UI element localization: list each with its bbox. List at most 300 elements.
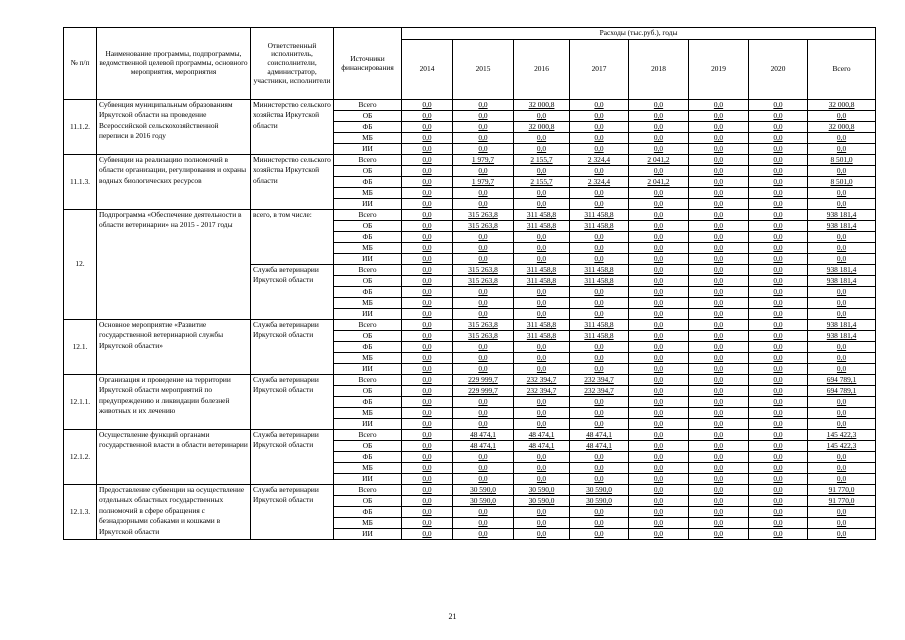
total-value: 694 789,1 (808, 386, 876, 397)
year-value: 311 458,8 (514, 210, 570, 221)
year-value: 32 000,8 (514, 100, 570, 111)
total-value: 0,0 (808, 518, 876, 529)
year-value: 0,0 (402, 155, 453, 166)
year-value: 0,0 (689, 122, 749, 133)
year-value: 0,0 (629, 452, 689, 463)
year-value: 0,0 (689, 342, 749, 353)
year-value: 0,0 (629, 166, 689, 177)
year-value: 0,0 (453, 111, 514, 122)
year-value: 0,0 (514, 463, 570, 474)
funding-source: ФБ (334, 452, 402, 463)
year-value: 0,0 (629, 408, 689, 419)
year-value: 0,0 (629, 287, 689, 298)
year-value: 0,0 (749, 474, 808, 485)
total-value: 32 000,8 (808, 122, 876, 133)
total-value: 0,0 (808, 342, 876, 353)
total-value: 0,0 (808, 144, 876, 155)
year-value: 0,0 (453, 166, 514, 177)
year-value: 0,0 (629, 111, 689, 122)
year-value: 0,0 (749, 397, 808, 408)
year-value: 0,0 (514, 166, 570, 177)
funding-source: Всего (334, 320, 402, 331)
year-value: 315 263,8 (453, 276, 514, 287)
item-name: Организация и проведение на территории Иркутской области мероприятий по предупреждению и ликвидации болезней животных и их лечению (97, 375, 251, 430)
year-value: 0,0 (402, 188, 453, 199)
year-value: 0,0 (402, 463, 453, 474)
year-value: 0,0 (689, 232, 749, 243)
year-value: 0,0 (749, 507, 808, 518)
year-value: 0,0 (629, 485, 689, 496)
year-value: 0,0 (570, 419, 629, 430)
year-value: 0,0 (570, 166, 629, 177)
year-value: 0,0 (402, 254, 453, 265)
total-value: 0,0 (808, 463, 876, 474)
year-value: 0,0 (402, 331, 453, 342)
year-value: 0,0 (570, 287, 629, 298)
year-value: 0,0 (749, 320, 808, 331)
page-number: 21 (448, 612, 457, 621)
funding-source: ИИ (334, 529, 402, 540)
year-value: 0,0 (402, 100, 453, 111)
year-value: 0,0 (629, 518, 689, 529)
year-value: 0,0 (453, 397, 514, 408)
year-value: 0,0 (629, 320, 689, 331)
year-value: 0,0 (629, 122, 689, 133)
year-value: 0,0 (402, 221, 453, 232)
year-value: 30 590,0 (453, 485, 514, 496)
year-value: 30 590,0 (453, 496, 514, 507)
year-value: 2 324,4 (570, 177, 629, 188)
budget-table (63, 27, 876, 540)
year-value: 0,0 (514, 243, 570, 254)
year-value: 48 474,1 (514, 441, 570, 452)
year-value: 0,0 (629, 232, 689, 243)
total-value: 694 789,1 (808, 375, 876, 386)
year-value: 0,0 (453, 408, 514, 419)
year-value: 0,0 (402, 375, 453, 386)
year-value: 0,0 (514, 419, 570, 430)
year-value: 0,0 (453, 298, 514, 309)
year-value: 0,0 (749, 331, 808, 342)
year-value: 0,0 (570, 111, 629, 122)
funding-source: Всего (334, 155, 402, 166)
year-value: 311 458,8 (514, 331, 570, 342)
year-value: 48 474,1 (453, 441, 514, 452)
header-year: 2018 (629, 40, 689, 100)
year-value: 0,0 (629, 144, 689, 155)
funding-source: Всего (334, 430, 402, 441)
year-value: 0,0 (749, 430, 808, 441)
year-value: 0,0 (570, 298, 629, 309)
year-value: 0,0 (749, 309, 808, 320)
year-value: 48 474,1 (570, 430, 629, 441)
year-value: 0,0 (629, 331, 689, 342)
year-value: 0,0 (749, 342, 808, 353)
year-value: 0,0 (629, 353, 689, 364)
year-value: 0,0 (402, 309, 453, 320)
year-value: 0,0 (689, 507, 749, 518)
year-value: 0,0 (749, 364, 808, 375)
year-value: 0,0 (629, 364, 689, 375)
year-value: 0,0 (749, 441, 808, 452)
year-value: 0,0 (453, 287, 514, 298)
total-value: 145 422,3 (808, 430, 876, 441)
year-value: 0,0 (402, 298, 453, 309)
year-value: 0,0 (749, 155, 808, 166)
year-value: 0,0 (749, 298, 808, 309)
item-name: Субвенции на реализацию полномочий в области организации, регулирования и охраны водных биологических ресурсов (97, 155, 251, 210)
year-value: 232 394,7 (570, 386, 629, 397)
year-value: 315 263,8 (453, 221, 514, 232)
year-value: 0,0 (629, 243, 689, 254)
year-value: 2 041,2 (629, 177, 689, 188)
year-value: 0,0 (749, 144, 808, 155)
year-value: 0,0 (749, 353, 808, 364)
year-value: 0,0 (514, 199, 570, 210)
row-number: 12.1.3. (64, 485, 97, 540)
year-value: 0,0 (453, 309, 514, 320)
year-value: 0,0 (453, 342, 514, 353)
year-value: 0,0 (402, 353, 453, 364)
year-value: 0,0 (514, 309, 570, 320)
year-value: 0,0 (689, 177, 749, 188)
year-value: 0,0 (402, 408, 453, 419)
year-value: 0,0 (749, 243, 808, 254)
year-value: 0,0 (453, 529, 514, 540)
funding-source: ИИ (334, 254, 402, 265)
year-value: 311 458,8 (514, 221, 570, 232)
total-value: 0,0 (808, 254, 876, 265)
row-number: 11.1.3. (64, 155, 97, 210)
year-value: 0,0 (689, 386, 749, 397)
funding-source: Всего (334, 100, 402, 111)
year-value: 0,0 (402, 364, 453, 375)
year-value: 0,0 (749, 496, 808, 507)
year-value: 0,0 (514, 507, 570, 518)
year-value: 48 474,1 (570, 441, 629, 452)
total-value: 0,0 (808, 309, 876, 320)
table-row (64, 155, 876, 166)
funding-source: ОБ (334, 331, 402, 342)
year-value: 0,0 (570, 122, 629, 133)
year-value: 0,0 (749, 122, 808, 133)
year-value: 0,0 (629, 430, 689, 441)
year-value: 0,0 (570, 452, 629, 463)
header-year: 2019 (689, 40, 749, 100)
year-value: 0,0 (570, 474, 629, 485)
year-value: 0,0 (570, 408, 629, 419)
year-value: 2 155,7 (514, 177, 570, 188)
year-value: 0,0 (514, 232, 570, 243)
total-value: 938 181,4 (808, 276, 876, 287)
year-value: 0,0 (402, 243, 453, 254)
year-value: 0,0 (453, 452, 514, 463)
year-value: 0,0 (453, 507, 514, 518)
year-value: 311 458,8 (570, 221, 629, 232)
year-value: 0,0 (749, 419, 808, 430)
table-row (64, 375, 876, 386)
funding-source: Всего (334, 265, 402, 276)
year-value: 0,0 (629, 529, 689, 540)
year-value: 0,0 (689, 166, 749, 177)
item-name: Основное мероприятие «Развитие государственной ветеринарной службы Иркутской области» (97, 320, 251, 375)
funding-source: ОБ (334, 276, 402, 287)
year-value: 0,0 (514, 144, 570, 155)
year-value: 0,0 (749, 265, 808, 276)
total-value: 0,0 (808, 298, 876, 309)
year-value: 315 263,8 (453, 331, 514, 342)
year-value: 0,0 (570, 243, 629, 254)
funding-source: МБ (334, 408, 402, 419)
total-value: 0,0 (808, 452, 876, 463)
year-value: 0,0 (689, 485, 749, 496)
year-value: 0,0 (749, 199, 808, 210)
year-value: 0,0 (629, 474, 689, 485)
header-expenses: Расходы (тыс.руб.), годы (402, 28, 876, 40)
year-value: 0,0 (453, 144, 514, 155)
year-value: 0,0 (689, 309, 749, 320)
table-row (64, 320, 876, 331)
table-row (64, 485, 876, 496)
responsible-executor: Служба ветеринарии Иркутской области (251, 485, 334, 540)
year-value: 0,0 (689, 430, 749, 441)
year-value: 0,0 (514, 133, 570, 144)
year-value: 0,0 (689, 100, 749, 111)
responsible-executor: всего, в том числе: (251, 210, 334, 265)
year-value: 0,0 (749, 386, 808, 397)
year-value: 0,0 (749, 254, 808, 265)
year-value: 315 263,8 (453, 265, 514, 276)
year-value: 0,0 (749, 210, 808, 221)
year-value: 0,0 (570, 353, 629, 364)
year-value: 315 263,8 (453, 210, 514, 221)
year-value: 0,0 (514, 474, 570, 485)
year-value: 2 155,7 (514, 155, 570, 166)
header-year: 2017 (570, 40, 629, 100)
year-value: 0,0 (570, 463, 629, 474)
year-value: 0,0 (689, 287, 749, 298)
year-value: 0,0 (749, 100, 808, 111)
year-value: 0,0 (749, 287, 808, 298)
year-value: 0,0 (453, 243, 514, 254)
year-value: 0,0 (689, 276, 749, 287)
year-value: 0,0 (570, 254, 629, 265)
year-value: 0,0 (402, 518, 453, 529)
year-value: 30 590,0 (570, 485, 629, 496)
year-value: 0,0 (749, 276, 808, 287)
table-header (64, 28, 876, 100)
row-number: 11.1.2. (64, 100, 97, 155)
total-value: 0,0 (808, 507, 876, 518)
funding-source: Всего (334, 375, 402, 386)
year-value: 0,0 (749, 111, 808, 122)
year-value: 0,0 (402, 276, 453, 287)
year-value: 0,0 (570, 397, 629, 408)
funding-source: ФБ (334, 232, 402, 243)
year-value: 311 458,8 (570, 320, 629, 331)
year-value: 0,0 (629, 265, 689, 276)
year-value: 0,0 (629, 100, 689, 111)
item-name: Предоставление субвенции на осуществление отдельных областных государственных полномочий в сфере обращения с безнадзорными собаками и кошками в Иркутской области (97, 485, 251, 540)
year-value: 0,0 (689, 298, 749, 309)
year-value: 2 041,2 (629, 155, 689, 166)
year-value: 30 590,0 (570, 496, 629, 507)
funding-source: МБ (334, 518, 402, 529)
row-number: 12.1. (64, 320, 97, 375)
year-value: 0,0 (514, 287, 570, 298)
year-value: 30 590,0 (514, 496, 570, 507)
year-value: 0,0 (689, 474, 749, 485)
item-name: Субвенция муниципальным образованиям Иркутской области на проведение Всероссийской сельскохозяйственной переписи в 2016 году (97, 100, 251, 155)
year-value: 0,0 (570, 100, 629, 111)
funding-source: ОБ (334, 166, 402, 177)
funding-source: ОБ (334, 496, 402, 507)
year-value: 0,0 (514, 529, 570, 540)
header-source: Источники финансирования (334, 28, 402, 100)
year-value: 0,0 (689, 441, 749, 452)
year-value: 0,0 (402, 199, 453, 210)
total-value: 0,0 (808, 474, 876, 485)
year-value: 0,0 (570, 133, 629, 144)
year-value: 0,0 (629, 188, 689, 199)
year-value: 0,0 (629, 133, 689, 144)
year-value: 0,0 (402, 320, 453, 331)
funding-source: МБ (334, 463, 402, 474)
funding-source: Всего (334, 485, 402, 496)
funding-source: ФБ (334, 397, 402, 408)
year-value: 0,0 (689, 243, 749, 254)
year-value: 0,0 (402, 111, 453, 122)
year-value: 0,0 (749, 485, 808, 496)
table-row (64, 210, 876, 221)
year-value: 232 394,7 (570, 375, 629, 386)
year-value: 0,0 (689, 133, 749, 144)
year-value: 0,0 (570, 518, 629, 529)
total-value: 0,0 (808, 353, 876, 364)
year-value: 0,0 (689, 155, 749, 166)
year-value: 311 458,8 (514, 276, 570, 287)
year-value: 0,0 (453, 364, 514, 375)
year-value: 0,0 (453, 122, 514, 133)
funding-source: Всего (334, 210, 402, 221)
year-value: 311 458,8 (514, 320, 570, 331)
year-value: 0,0 (514, 408, 570, 419)
funding-source: ИИ (334, 364, 402, 375)
header-year: 2016 (514, 40, 570, 100)
year-value: 0,0 (749, 177, 808, 188)
year-value: 0,0 (453, 254, 514, 265)
year-value: 2 324,4 (570, 155, 629, 166)
year-value: 311 458,8 (570, 265, 629, 276)
year-value: 0,0 (402, 430, 453, 441)
year-value: 0,0 (629, 507, 689, 518)
funding-source: ИИ (334, 474, 402, 485)
year-value: 229 999,7 (453, 386, 514, 397)
responsible-executor: Служба ветеринарии Иркутской области (251, 430, 334, 485)
year-value: 0,0 (629, 210, 689, 221)
year-value: 0,0 (689, 199, 749, 210)
header-num: № п/п (64, 28, 97, 100)
year-value: 48 474,1 (453, 430, 514, 441)
year-value: 311 458,8 (570, 276, 629, 287)
year-value: 0,0 (453, 419, 514, 430)
year-value: 0,0 (570, 232, 629, 243)
responsible-executor: Служба ветеринарии Иркутской области (251, 265, 334, 320)
year-value: 0,0 (514, 111, 570, 122)
year-value: 0,0 (749, 463, 808, 474)
funding-source: ФБ (334, 507, 402, 518)
year-value: 0,0 (629, 298, 689, 309)
year-value: 0,0 (689, 353, 749, 364)
year-value: 0,0 (689, 408, 749, 419)
year-value: 0,0 (689, 265, 749, 276)
year-value: 0,0 (629, 496, 689, 507)
total-value: 32 000,8 (808, 100, 876, 111)
year-value: 0,0 (402, 210, 453, 221)
funding-source: МБ (334, 353, 402, 364)
total-value: 0,0 (808, 188, 876, 199)
year-value: 0,0 (570, 199, 629, 210)
year-value: 0,0 (453, 188, 514, 199)
year-value: 311 458,8 (514, 265, 570, 276)
total-value: 0,0 (808, 408, 876, 419)
header-total: Всего (808, 40, 876, 100)
year-value: 0,0 (749, 166, 808, 177)
year-value: 0,0 (402, 496, 453, 507)
year-value: 0,0 (689, 188, 749, 199)
year-value: 0,0 (689, 375, 749, 386)
year-value: 0,0 (689, 364, 749, 375)
year-value: 0,0 (402, 529, 453, 540)
year-value: 0,0 (749, 518, 808, 529)
year-value: 0,0 (689, 452, 749, 463)
row-number: 12. (64, 210, 97, 320)
year-value: 48 474,1 (514, 430, 570, 441)
year-value: 311 458,8 (570, 210, 629, 221)
year-value: 0,0 (402, 342, 453, 353)
year-value: 0,0 (629, 309, 689, 320)
funding-source: ОБ (334, 111, 402, 122)
year-value: 0,0 (749, 221, 808, 232)
table-row (64, 100, 876, 111)
year-value: 0,0 (514, 364, 570, 375)
year-value: 0,0 (629, 419, 689, 430)
year-value: 0,0 (689, 320, 749, 331)
year-value: 0,0 (689, 518, 749, 529)
responsible-executor: Служба ветеринарии Иркутской области (251, 375, 334, 430)
year-value: 0,0 (689, 331, 749, 342)
row-number: 12.1.1. (64, 375, 97, 430)
header-year: 2020 (749, 40, 808, 100)
funding-source: МБ (334, 133, 402, 144)
year-value: 0,0 (570, 309, 629, 320)
year-value: 0,0 (514, 188, 570, 199)
total-value: 0,0 (808, 287, 876, 298)
total-value: 91 770,0 (808, 496, 876, 507)
responsible-executor: Министерство сельского хозяйства Иркутской области (251, 100, 334, 155)
year-value: 0,0 (570, 529, 629, 540)
year-value: 0,0 (629, 463, 689, 474)
total-value: 91 770,0 (808, 485, 876, 496)
year-value: 232 394,7 (514, 375, 570, 386)
total-value: 0,0 (808, 166, 876, 177)
year-value: 0,0 (402, 265, 453, 276)
total-value: 0,0 (808, 419, 876, 430)
funding-source: ФБ (334, 122, 402, 133)
year-value: 0,0 (453, 232, 514, 243)
table-row (64, 430, 876, 441)
year-value: 0,0 (453, 199, 514, 210)
